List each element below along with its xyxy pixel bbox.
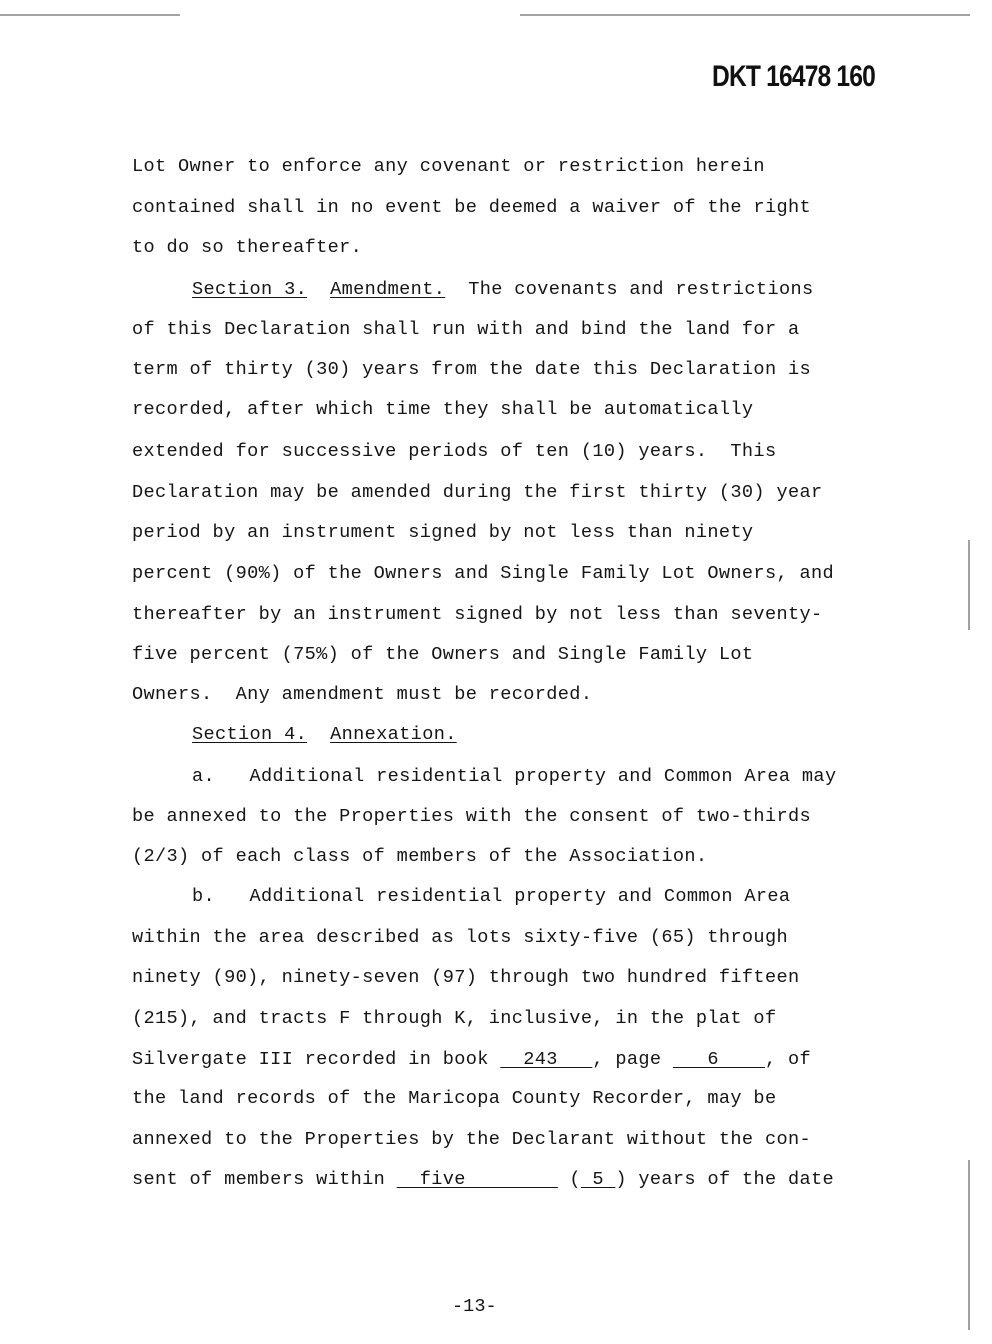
underlined-text: Section 3.: [192, 279, 308, 300]
text-line: (215), and tracts F through K, inclusive, in the plat of: [132, 1008, 777, 1029]
recording-stamp: DKT 16478 160: [712, 60, 876, 93]
text-run: ) years of the date: [615, 1169, 835, 1190]
text-line: Declaration may be amended during the first thirty (30) year: [132, 482, 823, 503]
text-run: , page: [592, 1049, 673, 1070]
text-line: a. Additional residential property and Common Area may: [192, 766, 837, 787]
text-run: sent of members within: [132, 1169, 397, 1190]
underlined-text: 6: [672, 1049, 765, 1070]
text-run: (: [557, 1169, 581, 1190]
underlined-text: 243: [500, 1049, 593, 1070]
underlined-text: Amendment.: [330, 279, 446, 300]
underlined-text: five: [396, 1169, 558, 1190]
text-run: The covenants and restrictions: [445, 279, 814, 300]
underlined-text: Annexation.: [330, 724, 457, 745]
text-line: b. Additional residential property and Common Area: [192, 886, 791, 907]
scan-artifact-right-edge-lower: [968, 1160, 970, 1330]
text-line: thereafter by an instrument signed by not less than seventy-: [132, 604, 823, 625]
text-line: period by an instrument signed by not less than ninety: [132, 522, 754, 543]
text-run: [307, 279, 330, 300]
text-run: Silvergate III recorded in book: [132, 1049, 501, 1070]
text-line: [132, 1048, 811, 1072]
text-line: be annexed to the Properties with the consent of two-thirds: [132, 806, 811, 827]
underlined-text: 5: [580, 1169, 616, 1190]
text-line: (2/3) of each class of members of the Association.: [132, 846, 708, 867]
text-line: of this Declaration shall run with and bind the land for a: [132, 319, 800, 340]
scan-artifact-right-edge: [968, 540, 970, 630]
text-line: ninety (90), ninety-seven (97) through two hundred fifteen: [132, 967, 800, 988]
text-line: contained shall in no event be deemed a waiver of the right: [132, 197, 811, 218]
text-line: five percent (75%) of the Owners and Single Family Lot: [132, 644, 754, 665]
text-line: within the area described as lots sixty-five (65) through: [132, 927, 788, 948]
scan-artifact-top-left: [0, 14, 180, 16]
text-line: to do so thereafter.: [132, 237, 363, 258]
text-line: Lot Owner to enforce any covenant or restriction herein: [132, 156, 765, 177]
text-line: extended for successive periods of ten (10) years. This: [132, 441, 777, 462]
text-line: term of thirty (30) years from the date this Declaration is: [132, 359, 811, 380]
text-line: percent (90%) of the Owners and Single Family Lot Owners, and: [132, 563, 834, 584]
text-line: the land records of the Maricopa County Recorder, may be: [132, 1088, 777, 1109]
text-line: annexed to the Properties by the Declarant without the con-: [132, 1129, 811, 1150]
text-line: [132, 1168, 834, 1192]
text-line: recorded, after which time they shall be automatically: [132, 399, 754, 420]
underlined-text: Section 4.: [192, 724, 308, 745]
text-line: [192, 723, 457, 747]
text-run: , of: [764, 1049, 812, 1070]
text-run: [307, 724, 330, 745]
text-line: Owners. Any amendment must be recorded.: [132, 684, 593, 705]
scan-artifact-top-right: [520, 14, 970, 16]
page-number: -13-: [452, 1296, 497, 1317]
text-line: [192, 278, 813, 302]
